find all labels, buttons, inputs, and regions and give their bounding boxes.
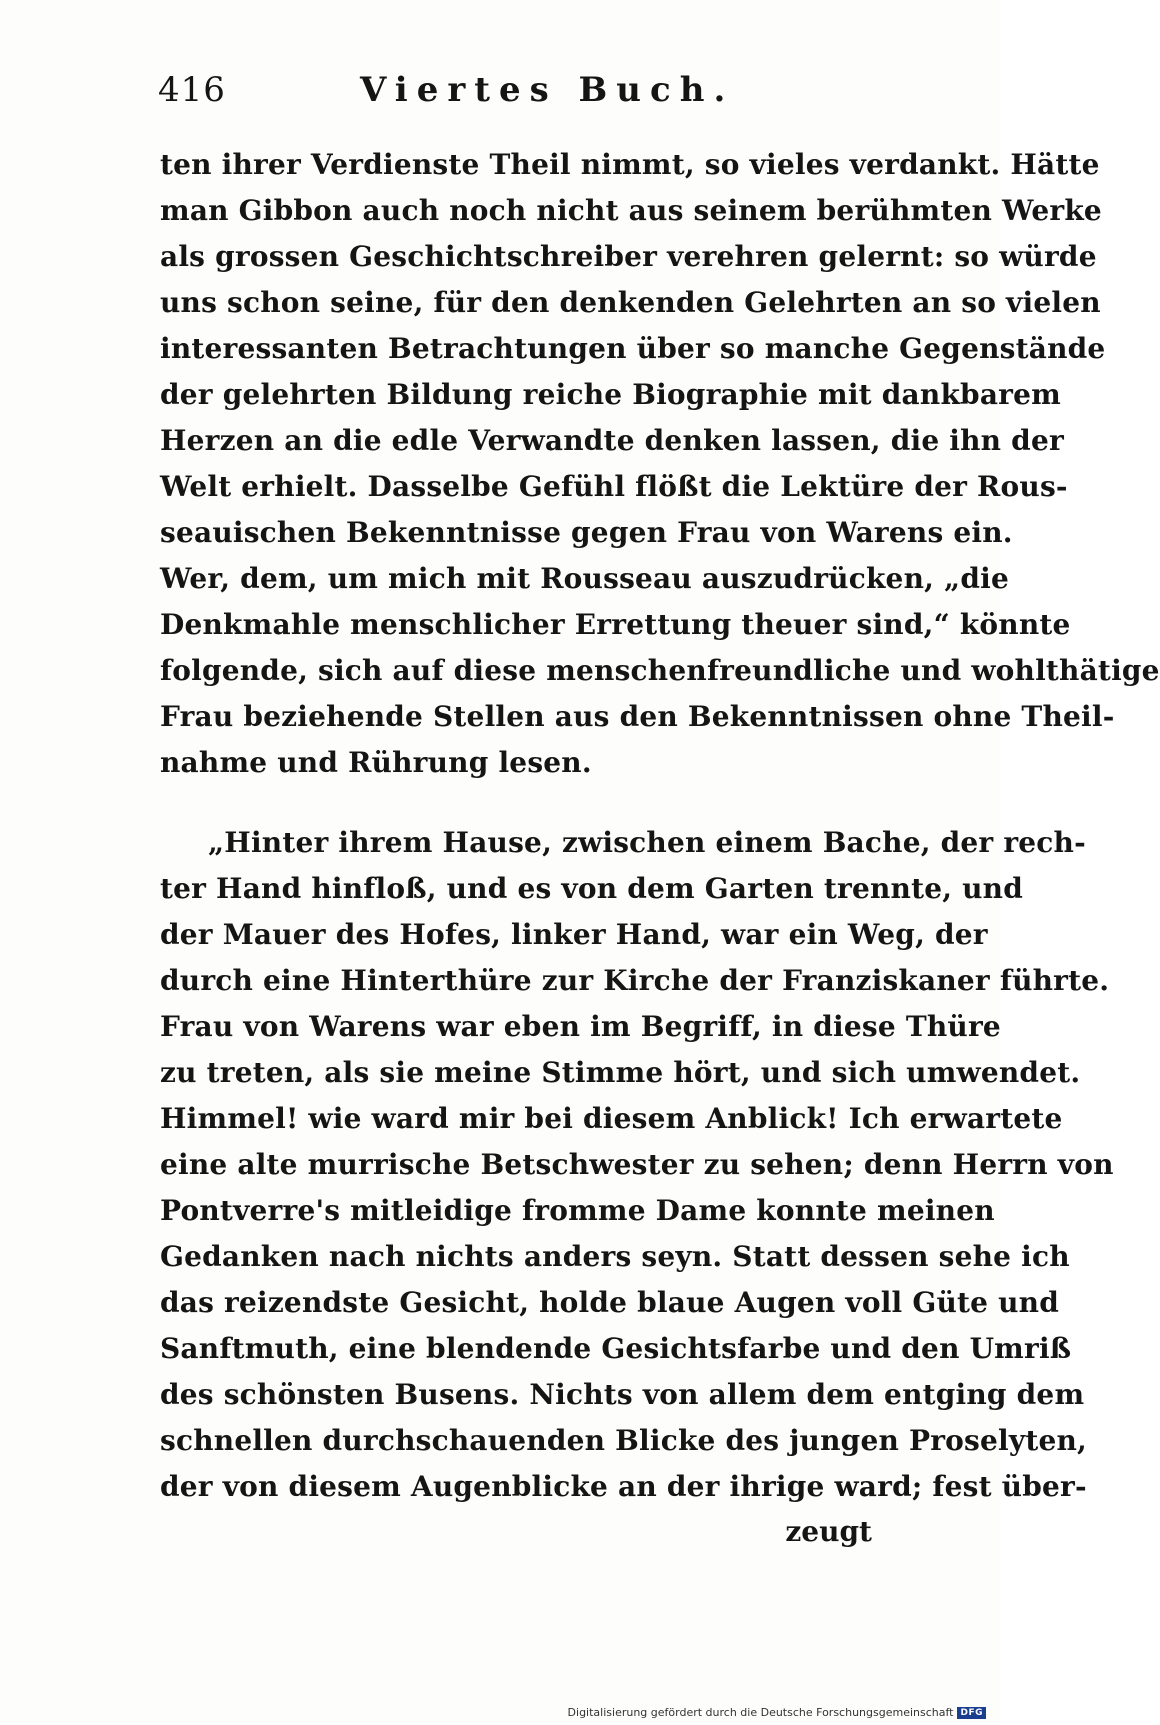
text-line: des schönsten Busens. Nichts von allem dem entging dem	[160, 1378, 1085, 1411]
text-line: Herzen an die edle Verwandte denken lassen, die ihn der	[160, 424, 1064, 457]
text-line: ter Hand hinfloß, und es von dem Garten trennte, und	[160, 872, 1024, 905]
catchword: zeugt	[785, 1515, 872, 1548]
text-line: eine alte murrische Betschwester zu sehen; denn Herrn von	[160, 1148, 1114, 1181]
text-line: Denkmahle menschlicher Errettung theuer sind,“ könnte	[160, 608, 1071, 641]
text-line: Gedanken nach nichts anders seyn. Statt dessen sehe ich	[160, 1240, 1070, 1273]
text-line: Himmel! wie ward mir bei diesem Anblick! Ich erwartete	[160, 1102, 1063, 1135]
text-line: nahme und Rührung lesen.	[160, 746, 592, 779]
text-line: zu treten, als sie meine Stimme hört, und sich umwendet.	[160, 1056, 1081, 1089]
text-line: uns schon seine, für den denkenden Gelehrten an so vielen	[160, 286, 1101, 319]
text-line: seauischen Bekenntnisse gegen Frau von Warens ein.	[160, 516, 1013, 549]
paragraph-1	[160, 142, 1160, 786]
text-line: folgende, sich auf diese menschenfreundliche und wohlthätige	[160, 654, 1160, 687]
paragraph-2	[160, 820, 1114, 1510]
text-line: ten ihrer Verdienste Theil nimmt, so vieles verdankt. Hätte	[160, 148, 1100, 181]
text-line: das reizendste Gesicht, holde blaue Augen voll Güte und	[160, 1286, 1060, 1319]
text-line: der von diesem Augenblicke an der ihrige ward; fest über-	[160, 1470, 1087, 1503]
footer-text: Digitalisierung gefördert durch die Deutsche Forschungsgemeinschaft	[567, 1706, 954, 1719]
running-head: Viertes Buch.	[360, 70, 735, 110]
text-line: „Hinter ihrem Hause, zwischen einem Bache, der rech-	[208, 826, 1086, 859]
text-line: Frau beziehende Stellen aus den Bekenntnissen ohne Theil-	[160, 700, 1115, 733]
text-line: man Gibbon auch noch nicht aus seinem berühmten Werke	[160, 194, 1102, 227]
text-line: Sanftmuth, eine blendende Gesichtsfarbe und den Umriß	[160, 1332, 1072, 1365]
text-line: der Mauer des Hofes, linker Hand, war ein Weg, der	[160, 918, 988, 951]
text-line: der gelehrten Bildung reiche Biographie mit dankbarem	[160, 378, 1061, 411]
text-line: Wer, dem, um mich mit Rousseau auszudrücken, „die	[160, 562, 1009, 595]
page-number: 416	[158, 70, 226, 110]
digitization-footer	[568, 1706, 986, 1719]
text-line: interessanten Betrachtungen über so manche Gegenstände	[160, 332, 1106, 365]
text-line: Frau von Warens war eben im Begriff, in diese Thüre	[160, 1010, 1001, 1043]
page-header	[150, 70, 880, 120]
dfg-logo-icon: DFG	[957, 1707, 986, 1719]
text-line: durch eine Hinterthüre zur Kirche der Franziskaner führte.	[160, 964, 1110, 997]
text-line: Welt erhielt. Dasselbe Gefühl flößt die Lektüre der Rous-	[160, 470, 1068, 503]
text-line: als grossen Geschichtschreiber verehren gelernt: so würde	[160, 240, 1097, 273]
text-line: Pontverre's mitleidige fromme Dame konnte meinen	[160, 1194, 995, 1227]
text-line: schnellen durchschauenden Blicke des jungen Proselyten,	[160, 1424, 1087, 1457]
